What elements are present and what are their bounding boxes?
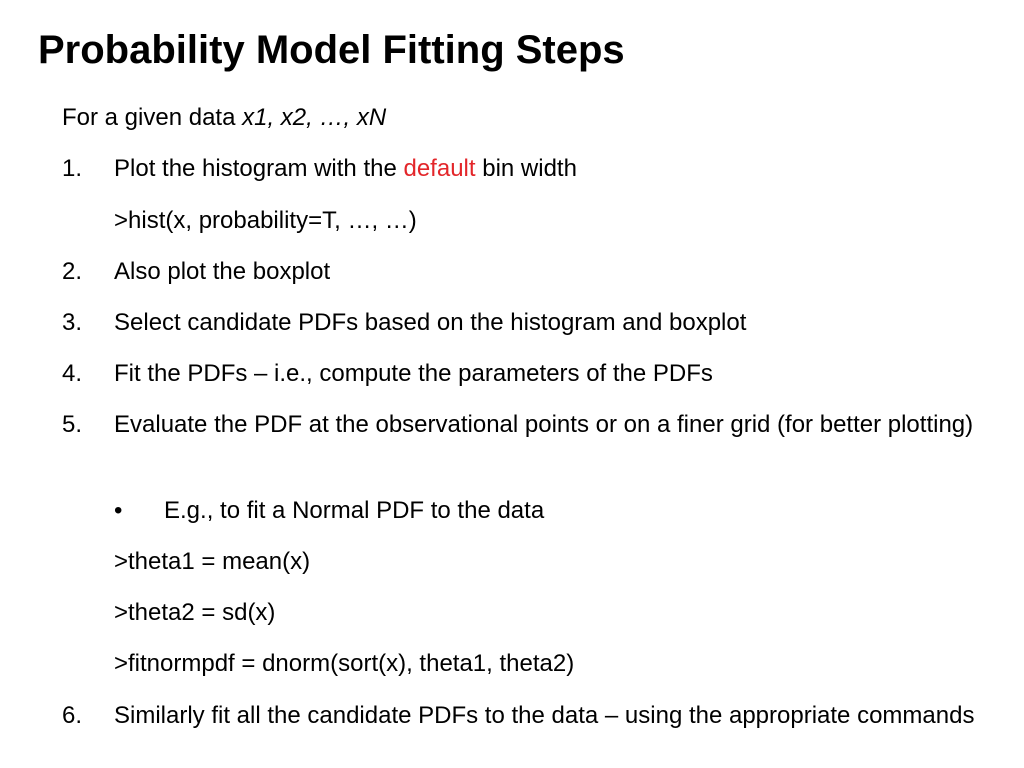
step-3-text: Select candidate PDFs based on the histogram and boxplot	[114, 309, 747, 336]
step-1-text	[114, 152, 577, 186]
step-5-text: Evaluate the PDF at the observational points or on a finer grid (for better plotting)	[114, 411, 974, 438]
intro-vars: x1, x2, …, xN	[242, 104, 387, 131]
step-4-text: Fit the PDFs – i.e., compute the parameters of the PDFs	[114, 360, 713, 387]
step-2-number: 2.	[62, 258, 83, 285]
step-6-number: 6.	[62, 702, 83, 729]
step-5-code-line-1: >theta1 = mean(x)	[114, 548, 311, 575]
step-5-code-line-2: >theta2 = sd(x)	[114, 599, 276, 626]
step-5-code-line-3: >fitnormpdf = dnorm(sort(x), theta1, theta2)	[114, 650, 575, 677]
step-1-highlight: default	[403, 155, 476, 182]
step-5-bullet-text: E.g., to fit a Normal PDF to the data	[164, 497, 545, 524]
step-1-before: Plot the histogram with the	[114, 155, 404, 182]
intro-prefix: For a given data	[62, 104, 243, 131]
intro-line	[62, 101, 386, 135]
step-4-number: 4.	[62, 360, 83, 387]
slide-title: Probability Model Fitting Steps	[38, 28, 625, 72]
step-6-text: Similarly fit all the candidate PDFs to the data – using the appropriate commands	[114, 702, 975, 729]
step-2-text: Also plot the boxplot	[114, 258, 331, 285]
step-3-number: 3.	[62, 309, 83, 336]
step-5-bullet: •	[114, 497, 123, 524]
step-5-number: 5.	[62, 411, 83, 438]
step-1-number: 1.	[62, 155, 83, 182]
step-1-code: >hist(x, probability=T, …, …)	[114, 207, 417, 234]
step-1-after: bin width	[475, 155, 577, 182]
